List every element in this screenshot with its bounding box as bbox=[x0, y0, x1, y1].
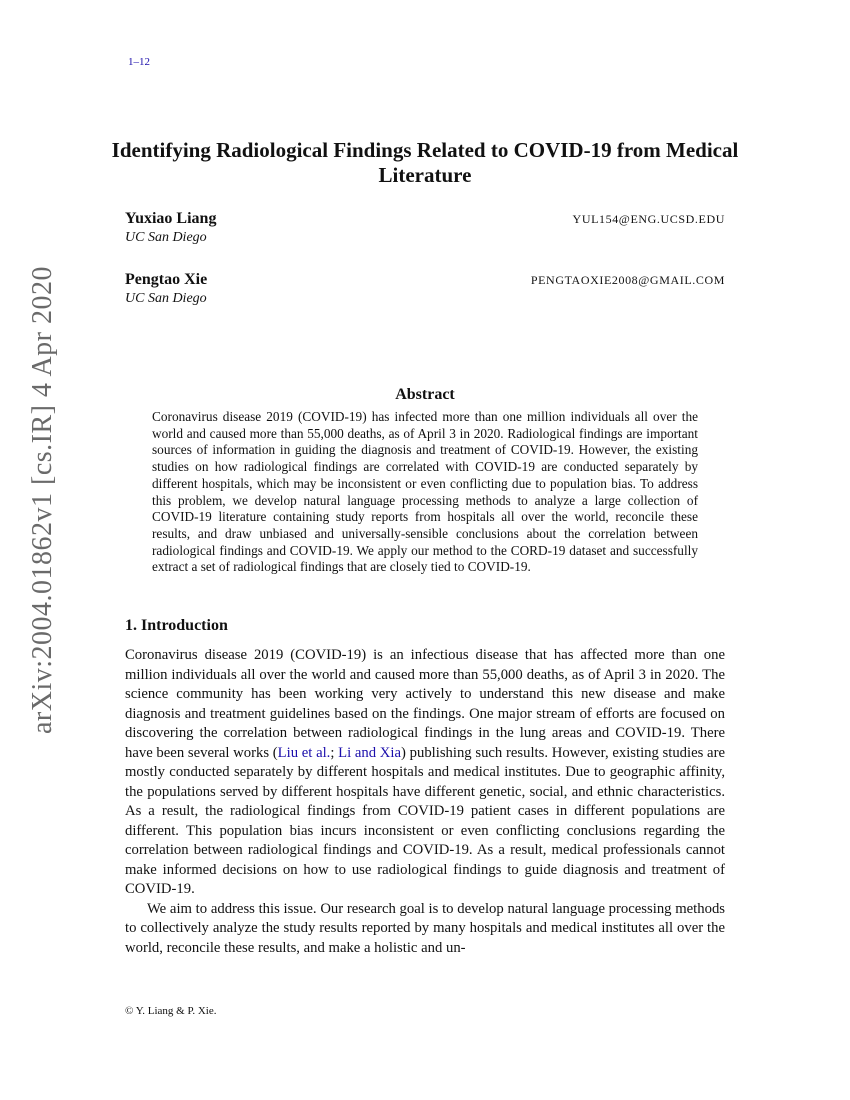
author-affiliation: UC San Diego bbox=[125, 230, 207, 245]
citation-separator: ; bbox=[330, 744, 339, 761]
introduction-paragraph-1 bbox=[125, 646, 725, 900]
citation-li-xia[interactable]: Li and Xia bbox=[338, 744, 402, 761]
author-email: PENGTAOXIE2008@GMAIL.COM bbox=[530, 273, 725, 287]
abstract-heading: Abstract bbox=[395, 386, 455, 403]
paper-title: Identifying Radiological Findings Related to COVID-19 from Medical Literature bbox=[111, 138, 739, 187]
abstract-text: Coronavirus disease 2019 (COVID-19) has infected more than one million individuals all over the world and caused more than 55,000 deaths, as of April 3 in 2020. Radiological findings are important sources of information in guiding the diagnosis and treatment of COVID-19. However, the existing studies on how radiological findings are correlated with COVID-19 are conducted separately by different hospitals, which may be inconsistent or even conflicting due to population bias. To address this problem, we develop natural language processing methods to analyze a large collection of COVID-19 literature containing study reports from hospitals all over the world, reconcile these results, and draw unbiased and universally-sensible conclusions about the correlation between radiological findings and COVID-19. We apply our method to the CORD-19 dataset and successfully extract a set of radiological findings that are closely tied to COVID-19. bbox=[152, 409, 698, 575]
introduction-heading: 1. Introduction bbox=[125, 617, 228, 634]
author-name: Yuxiao Liang bbox=[125, 210, 217, 227]
arxiv-identifier bbox=[18, 265, 68, 735]
page-range: 1–12 bbox=[128, 56, 150, 68]
author-email: YUL154@ENG.UCSD.EDU bbox=[572, 212, 725, 226]
introduction-paragraph-2: We aim to address this issue. Our research goal is to develop natural language processing methods to collectively analyze the study results reported by many hospitals and medical institutes all over the world, reconcile these results, and make a holistic and un- bbox=[125, 900, 725, 956]
citation-liu[interactable]: Liu et al. bbox=[277, 744, 331, 761]
introduction-body bbox=[125, 646, 725, 958]
copyright-footer: © Y. Liang & P. Xie. bbox=[125, 1005, 217, 1017]
arxiv-identifier-text: arXiv:2004.01862v1 [cs.IR] 4 Apr 2020 bbox=[27, 265, 59, 735]
author-2 bbox=[125, 271, 725, 307]
paragraph-text: Coronavirus disease 2019 (COVID-19) is an infectious disease that has affected more than one million individuals all over the world and caused more than 55,000 deaths, as of April 3 in 2020. The science community has been working very actively to understand this new disease and make diagnosis and treatment guidelines based on the findings. One major stream of efforts are focused on discovering the correlation between radiological findings in the lung areas and COVID-19. There have been several works ( bbox=[125, 647, 725, 761]
paragraph-text: ) publishing such results. However, existing studies are mostly conducted separately by different hospitals and medical institutes. Due to geographic affinity, the populations served by different hospitals have different genetic, social, and ethnic characteristics. As a result, the radiological findings from COVID-19 patient cases in different populations are different. This population bias incurs inconsistent or even conflicting conclusions regarding the correlation between radiological findings and COVID-19. As a result, medical professionals cannot make informed decisions on how to use radiological findings to guide diagnosis and treatment of COVID-19. bbox=[125, 744, 725, 897]
author-1 bbox=[125, 210, 725, 246]
author-affiliation: UC San Diego bbox=[125, 291, 207, 306]
author-name: Pengtao Xie bbox=[125, 271, 208, 288]
